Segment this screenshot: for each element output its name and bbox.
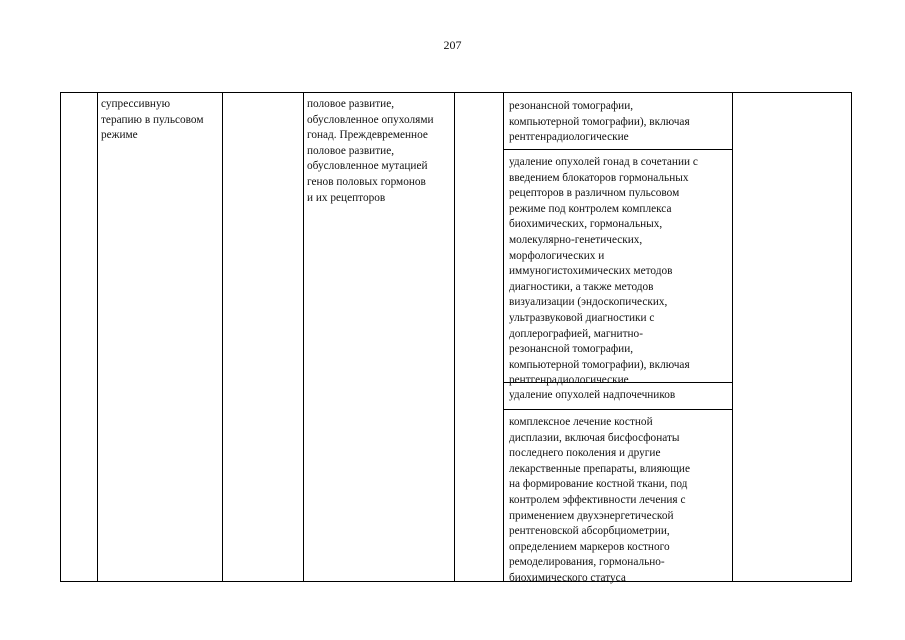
document-table [60, 92, 852, 582]
column-divider [454, 93, 455, 581]
column-divider [732, 93, 733, 581]
page-number: 207 [443, 38, 462, 52]
indication-cell: половое развитие, обусловленное опухолями гонад. Преждевременное половое развитие, обусловленное мутацией генов половых гормонов и их рецепторов [307, 98, 434, 204]
method-cell: комплексное лечение костной дисплазии, включая бисфосфонаты последнего поколения и другие лекарственные препараты, влияющие на формирование костной ткани, под контролем эффективности лечения с применением двухэнергетической рентгеновской абсорбциометрии, определением маркеров костного ремоделирования, гормонально- биохимического статуса [509, 416, 690, 584]
method-cell: резонансной томографии, компьютерной томографии), включая рентгенрадиологические [509, 100, 690, 144]
row-divider [503, 149, 732, 150]
row-divider [503, 409, 732, 410]
regimen-cell: супрессивную терапию в пульсовом режиме [101, 98, 204, 142]
column-divider [303, 93, 304, 581]
column-divider [222, 93, 223, 581]
method-cell: удаление опухолей надпочечников [509, 389, 676, 401]
column-divider [97, 93, 98, 581]
method-cell: удаление опухолей гонад в сочетании с введением блокаторов гормональных рецепторов в различном пульсовом режиме под контролем комплекса биохимических, гормональных, молекулярно-генетических, морфологических и иммуногистохимических методов диагностики, а также методов визуализации (эндоскопических, ультразвуковой диагностики с доплерографией, магнитно- резонансной томографии, компьютерной томографии), включая рентгенрадиологические [509, 156, 698, 387]
column-divider [503, 93, 504, 581]
